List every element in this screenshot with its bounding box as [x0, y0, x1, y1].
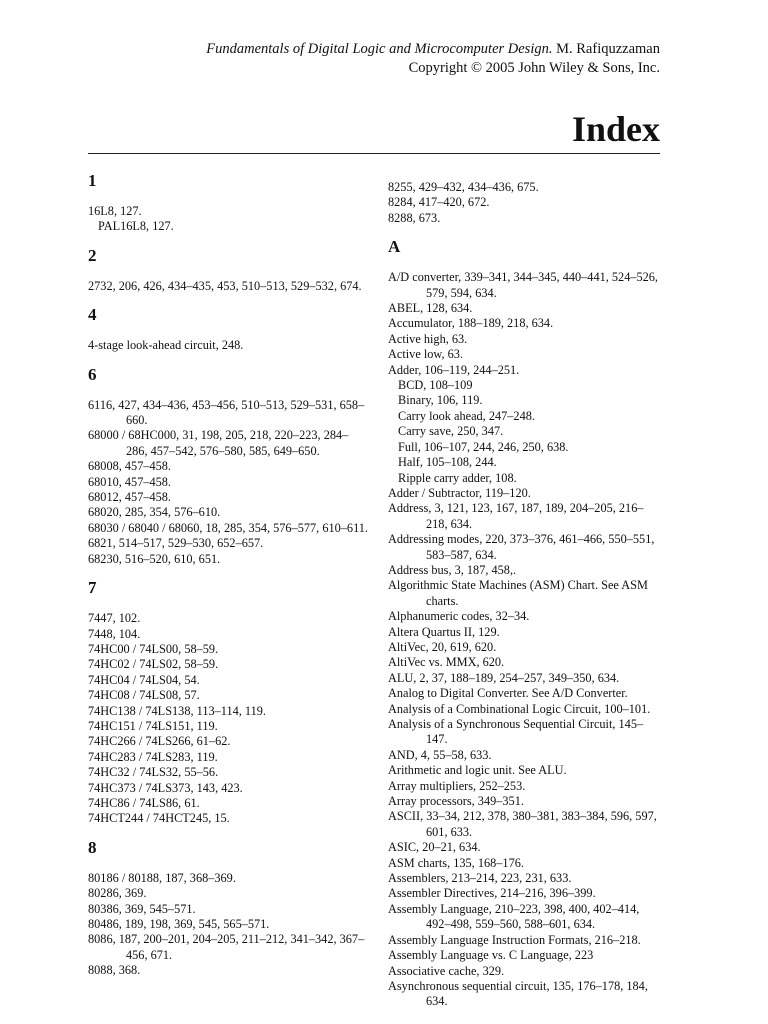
index-entry: 74HC266 / 74LS266, 61–62.	[88, 734, 231, 749]
left-column	[88, 170, 368, 979]
index-entry: Algorithmic State Machines (ASM) Chart. See ASM charts.	[388, 578, 648, 608]
index-entry: 74HC283 / 74LS283, 119.	[88, 749, 218, 764]
index-subentry: Binary, 106, 119.	[398, 393, 483, 408]
index-subentry: PAL16L8, 127.	[98, 219, 174, 234]
index-entry: AltiVec, 20, 619, 620.	[388, 639, 497, 654]
section-heading: 2	[88, 245, 97, 265]
right-column	[388, 180, 660, 1010]
index-entry: 74HC32 / 74LS32, 55–56.	[88, 765, 219, 780]
index-entry: Accumulator, 188–189, 218, 634.	[388, 316, 554, 331]
index-entry: Analysis of a Synchronous Sequential Circuit, 145–147.	[388, 717, 644, 747]
index-entry: 68230, 516–520, 610, 651.	[88, 551, 221, 566]
index-entry: 68020, 285, 354, 576–610.	[88, 505, 221, 520]
index-entry: ABEL, 128, 634.	[388, 301, 473, 316]
index-subentry: Carry save, 250, 347.	[398, 424, 504, 439]
index-entry: Active low, 63.	[388, 347, 464, 362]
index-subentry: Carry look ahead, 247–248.	[398, 408, 535, 423]
index-subentry: Full, 106–107, 244, 246, 250, 638.	[398, 439, 569, 454]
index-entry: 6821, 514–517, 529–530, 652–657.	[88, 536, 264, 551]
index-entry: A/D converter, 339–341, 344–345, 440–441, 524–526, 579, 594, 634.	[388, 270, 659, 300]
index-entry: Altera Quartus II, 129.	[388, 624, 500, 639]
index-entry: Addressing modes, 220, 373–376, 461–466, 550–551, 583–587, 634.	[388, 532, 655, 562]
section-heading: 1	[88, 171, 97, 190]
index-entry: 74HC86 / 74LS86, 61.	[88, 795, 200, 810]
index-entry: 74HC373 / 74LS373, 143, 423.	[88, 780, 243, 795]
index-entry: Analog to Digital Converter. See A/D Converter.	[388, 686, 628, 701]
index-entry: Address bus, 3, 187, 458,.	[388, 562, 517, 577]
index-entry: ALU, 2, 37, 188–189, 254–257, 349–350, 634.	[388, 670, 620, 685]
section-heading: 7	[88, 578, 97, 598]
section-heading: 6	[88, 364, 97, 384]
index-entry: 74HC08 / 74LS08, 57.	[88, 688, 200, 703]
index-entry: 74HCT244 / 74HCT245, 15.	[88, 811, 230, 826]
index-entry: 74HC04 / 74LS04, 54.	[88, 672, 200, 687]
index-entry: 7448, 104.	[88, 626, 141, 641]
index-entry: 2732, 206, 426, 434–435, 453, 510–513, 529–532, 674.	[88, 278, 362, 293]
index-entry: 6116, 427, 434–436, 453–456, 510–513, 529–531, 658–660.	[88, 397, 365, 428]
index-entry: Address, 3, 121, 123, 167, 187, 189, 204–205, 216–218, 634.	[388, 501, 644, 531]
index-entry: 8086, 187, 200–201, 204–205, 211–212, 341–342, 367–456, 671.	[88, 932, 365, 962]
index-entry: 8284, 417–420, 672.	[388, 195, 490, 210]
index-entry: Adder, 106–119, 244–251.	[388, 362, 520, 377]
index-entry: Assemblers, 213–214, 223, 231, 633.	[388, 871, 572, 886]
index-entry: AltiVec vs. MMX, 620.	[388, 655, 505, 670]
index-entry: 7447, 102.	[88, 611, 141, 626]
index-entry: 68008, 457–458.	[88, 459, 172, 474]
author: M. Rafiquzzaman	[556, 41, 660, 57]
index-entry: Arithmetic and logic unit. See ALU.	[388, 763, 567, 778]
index-entry: 8288, 673.	[388, 210, 441, 225]
index-entry: Asynchronous sequential circuit, 135, 176–178, 184, 634.	[388, 978, 648, 1009]
index-entry: 4-stage look-ahead circuit, 248.	[88, 338, 244, 353]
index-entry: 68030 / 68040 / 68060, 18, 285, 354, 576–577, 610–611.	[88, 520, 368, 535]
index-entry: 68010, 457–458.	[88, 474, 172, 489]
index-entry: Active high, 63.	[388, 331, 468, 346]
index-entry: 74HC00 / 74LS00, 58–59.	[88, 641, 219, 656]
index-entry: ASM charts, 135, 168–176.	[388, 855, 524, 870]
index-entry: 80486, 189, 198, 369, 545, 565–571.	[88, 917, 270, 931]
index-entry: 74HC02 / 74LS02, 58–59.	[88, 657, 219, 672]
index-entry: ASCII, 33–34, 212, 378, 380–381, 383–384, 596, 597, 601, 633.	[388, 809, 657, 839]
index-entry: 80186 / 80188, 187, 368–369.	[88, 870, 236, 885]
index-entry: Assembler Directives, 214–216, 396–399.	[388, 886, 596, 901]
section-heading: A	[388, 237, 401, 257]
section-heading: 4	[88, 305, 97, 325]
index-subentry: Ripple carry adder, 108.	[398, 470, 517, 485]
index-entry: 8088, 368.	[88, 963, 141, 978]
index-entry: 68012, 457–458.	[88, 490, 172, 505]
index-entry: Array multipliers, 252–253.	[388, 778, 526, 793]
index-entry: 74HC138 / 74LS138, 113–114, 119.	[88, 703, 266, 718]
index-entry: 68000 / 68HC000, 31, 198, 205, 218, 220–223, 284–286, 457–542, 576–580, 585, 649–650.	[88, 428, 349, 458]
index-entry: Array processors, 349–351.	[388, 794, 524, 809]
book-title-line	[206, 40, 660, 59]
index-entry: 80286, 369.	[88, 886, 147, 901]
title-rule	[88, 153, 660, 154]
index-entry: 8255, 429–432, 434–436, 675.	[388, 180, 539, 194]
index-entry: Analysis of a Combinational Logic Circuit, 100–101.	[388, 701, 651, 716]
index-subentry: Half, 105–108, 244.	[398, 455, 497, 470]
section-heading: 8	[88, 837, 97, 857]
index-entry: Associative cache, 329.	[388, 963, 505, 978]
index-entry: Assembly Language Instruction Formats, 216–218.	[388, 932, 641, 947]
index-entry: Assembly Language, 210–223, 398, 400, 402–414, 492–498, 559–560, 588–601, 634.	[388, 901, 640, 932]
index-entry: Adder / Subtractor, 119–120.	[388, 485, 531, 500]
index-entry: ASIC, 20–21, 634.	[388, 840, 481, 855]
index-entry: 80386, 369, 545–571.	[88, 901, 196, 916]
index-subentry: BCD, 108–109	[398, 378, 473, 393]
index-entry: AND, 4, 55–58, 633.	[388, 747, 492, 762]
index-entry: 74HC151 / 74LS151, 119.	[88, 718, 218, 733]
page-title: Index	[571, 109, 660, 149]
index-entry: Assembly Language vs. C Language, 223	[388, 948, 594, 963]
index-entry: Alphanumeric codes, 32–34.	[388, 609, 530, 624]
copyright: Copyright © 2005 John Wiley & Sons, Inc.	[408, 60, 660, 76]
right-top-entries	[388, 180, 660, 226]
book-title: Fundamentals of Digital Logic and Microcomputer Design.	[206, 41, 553, 57]
index-entry: 16L8, 127.	[88, 204, 142, 218]
page-header	[206, 40, 660, 78]
